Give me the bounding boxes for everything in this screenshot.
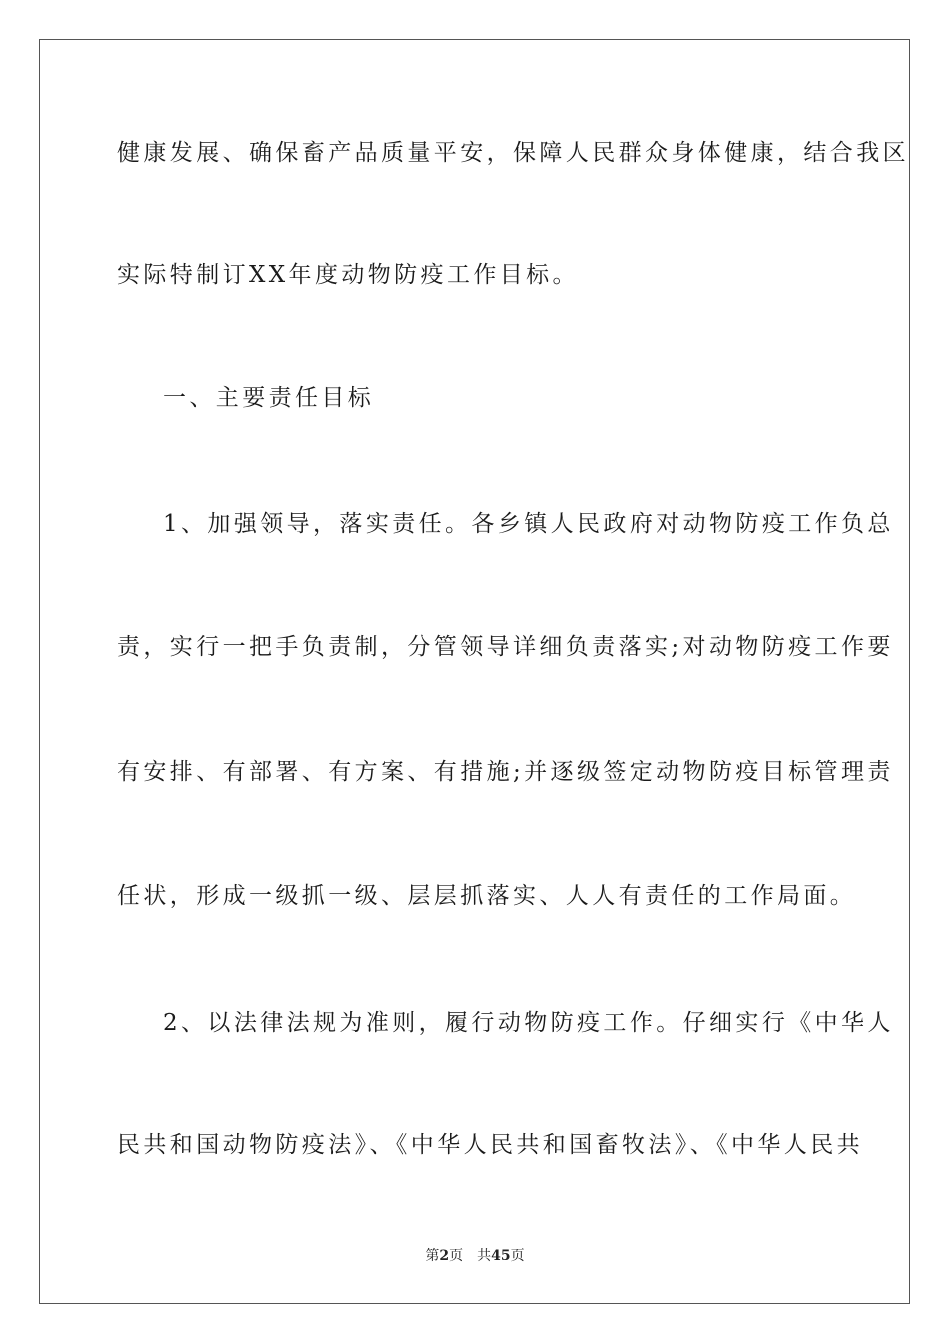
footer-total-prefix: 共: [477, 1248, 492, 1264]
body-line-2: 实际特制订XX年度动物防疫工作目标。: [117, 262, 579, 288]
page-footer: [0, 1247, 950, 1265]
body-line-6: 有安排、有部署、有方案、有措施;并逐级签定动物防疫目标管理责: [117, 759, 894, 785]
body-line-8: 2、以法律法规为准则，履行动物防疫工作。仔细实行《中华人: [163, 1010, 894, 1036]
body-line-9: 民共和国动物防疫法》、《中华人民共和国畜牧法》、《中华人民共: [117, 1132, 863, 1158]
footer-page-suffix: 页: [449, 1248, 464, 1264]
body-line-4: 1、加强领导，落实责任。各乡镇人民政府对动物防疫工作负总: [163, 511, 894, 537]
footer-page-prefix: 第: [425, 1248, 440, 1264]
body-line-5: 责，实行一把手负责制，分管领导详细负责落实;对动物防疫工作要: [117, 634, 894, 660]
page-border: [39, 39, 910, 1304]
footer-total-suffix: 页: [510, 1248, 525, 1264]
footer-total-pages: 45: [491, 1248, 511, 1264]
footer-page-number: 2: [439, 1248, 450, 1264]
body-line-7: 任状，形成一级抓一级、层层抓落实、人人有责任的工作局面。: [117, 883, 857, 909]
body-line-1: 健康发展、确保畜产品质量平安，保障人民群众身体健康，结合我区: [117, 140, 909, 166]
section-heading: 一、主要责任目标: [163, 385, 375, 411]
